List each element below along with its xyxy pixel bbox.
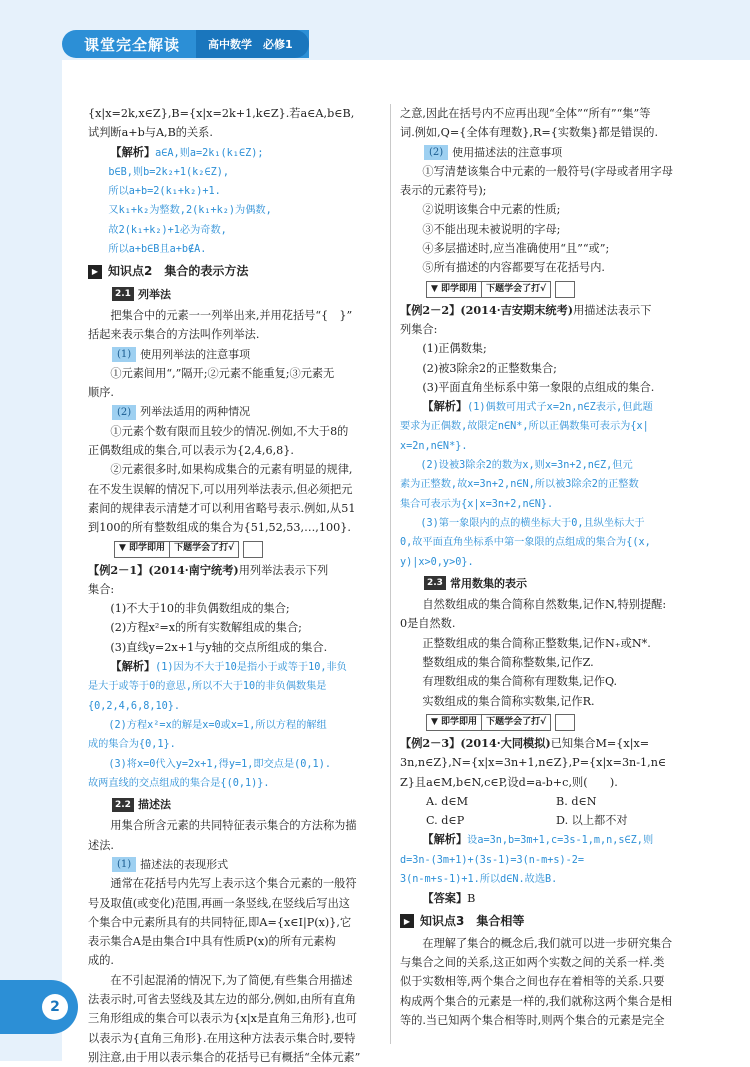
page-number: 2 bbox=[42, 994, 68, 1020]
subsection-heading bbox=[112, 345, 380, 364]
text-line: 括起来表示集合的方法叫作列举法. bbox=[88, 328, 260, 342]
text-line: ③不能出现未被说明的字母; bbox=[422, 222, 561, 236]
solution-line: y)|x>0,y>0}. bbox=[400, 556, 474, 568]
solution-line: (3)第一象限内的点的横坐标大于0,且纵坐标大于 bbox=[420, 517, 645, 529]
text-line: (1)不大于10的非负偶数组成的集合; bbox=[110, 602, 290, 616]
knowledge-point-title: 知识点3 集合相等 bbox=[420, 913, 525, 928]
text-line: 用集合所含元素的共同特征表示集合的方法称为描 bbox=[110, 819, 357, 833]
text-line: 有理数组成的集合简称有理数集,记作Q. bbox=[422, 675, 618, 689]
text-line: 在理解了集合的概念后,我们就可以进一步研究集合 bbox=[422, 936, 673, 950]
text-line: (3)直线y=2x+1与y轴的交点所组成的集合. bbox=[110, 640, 328, 654]
text-line: ②说明该集合中元素的性质; bbox=[422, 203, 561, 217]
subsection-heading bbox=[112, 402, 380, 421]
example-title bbox=[88, 561, 380, 580]
solution-line: 3(n-m+s-1)+1.所以d∈N.故选B. bbox=[400, 873, 558, 885]
text-line: 3n,n∈Z},N={x|x=3n+1,n∈Z},P={x|x=3n-1,n∈ bbox=[400, 756, 667, 770]
text-line: Z}且a∈M,b∈N,c∈P,设d=a-b+c,则( ). bbox=[400, 775, 618, 789]
example-text: 已知集合M={x|x= bbox=[550, 736, 650, 750]
practice-label: ▼ 即学即用 bbox=[426, 714, 482, 731]
text-line: (3)平面直角坐标系中第一象限的点组成的集合. bbox=[422, 380, 655, 394]
example-title bbox=[400, 301, 692, 320]
practice-banner bbox=[426, 714, 692, 731]
column-divider bbox=[390, 104, 391, 1044]
practice-banner bbox=[114, 541, 380, 558]
answer-text: B bbox=[467, 892, 476, 906]
choice-option: D. 以上都不对 bbox=[556, 814, 628, 828]
text-line: (2)被3除余2的正整数集合; bbox=[422, 361, 557, 375]
knowledge-point-heading bbox=[88, 262, 380, 281]
text-line: ①元素个数有限而且较少的情况.例如,不大于8的 bbox=[110, 424, 349, 438]
solution-text: 设a=3n,b=3m+1,c=3s-1,m,n,s∈Z,则 bbox=[467, 835, 654, 847]
subsection-heading bbox=[112, 855, 380, 874]
solution-line: 要求为正偶数,故限定n∈N*,所以正偶数集可表示为{x| bbox=[400, 421, 649, 433]
check-box[interactable] bbox=[555, 281, 575, 298]
solution-line: (2)方程x²=x的解是x=0或x=1,所以方程的解组 bbox=[108, 719, 327, 731]
text-line: 正整数组成的集合简称正整数集,记作N₊或N*. bbox=[422, 636, 651, 650]
play-icon: ▶ bbox=[400, 914, 414, 928]
subsection-number: (2) bbox=[112, 405, 136, 420]
solution-tag: 【解析】 bbox=[110, 659, 156, 674]
solution-line: (2)设被3除余2的数为x,则x=3n+2,n∈Z,但元 bbox=[420, 460, 633, 472]
text-line: (2)方程x²=x的所有实数解组成的集合; bbox=[110, 621, 302, 635]
right-column bbox=[400, 104, 692, 1030]
text-line: (1)正偶数集; bbox=[422, 342, 487, 356]
solution-tag: 【解析】 bbox=[422, 832, 468, 847]
section-number: 2.3 bbox=[424, 576, 446, 590]
text-line: 词.例如,Q={全体有理数},R={实数集}都是错误的. bbox=[400, 126, 659, 140]
solution-line bbox=[400, 397, 692, 417]
solution-line: 又k₁+k₂为整数,2(k₁+k₂)为偶数, bbox=[108, 205, 272, 217]
subsection-title: 描述法的表现形式 bbox=[140, 857, 229, 871]
knowledge-point-heading bbox=[400, 912, 692, 931]
solution-line: d=3n-(3m+1)+(3s-1)=3(n-m+s)-2= bbox=[400, 854, 585, 866]
text-line: 整数组成的集合简称整数集,记作Z. bbox=[422, 656, 594, 670]
solution-line: 素为正整数,故x=3n+2,n∈N,所以被3除余2的正整数 bbox=[400, 479, 639, 491]
section-title: 列举法 bbox=[137, 287, 171, 301]
answer-line bbox=[400, 889, 692, 908]
solution-text: (1)因为不大于10是指小于或等于10,非负 bbox=[155, 662, 347, 674]
subsection-number: (1) bbox=[112, 347, 136, 362]
solution-line: 集合可表示为{x|x=3n+2,n∈N}. bbox=[400, 498, 554, 510]
text-line: 在不发生误解的情况下,可以用列举法表示,但必须把元 bbox=[88, 482, 353, 496]
section-title: 常用数集的表示 bbox=[449, 576, 527, 590]
knowledge-point-title: 知识点2 集合的表示方法 bbox=[108, 264, 249, 279]
practice-check-label: 下题学会了打√ bbox=[170, 541, 239, 558]
solution-line: (3)将x=0代入y=2x+1,得y=1,即交点是(0,1). bbox=[108, 758, 331, 770]
solution-text: a∈A,则a=2k₁(k₁∈Z); bbox=[155, 147, 264, 159]
text-line: 表示的元素符号); bbox=[400, 184, 487, 198]
text-line: ①元素间用“,”隔开;②元素不能重复;③元素无 bbox=[110, 366, 335, 380]
text-line: 法表示时,可省去竖线及其左边的部分,例如,由所有直角 bbox=[88, 993, 356, 1007]
solution-line: x=2n,n∈N*}. bbox=[400, 440, 468, 452]
example-tag: 【例2－2】(2014·吉安期末统考) bbox=[400, 302, 574, 317]
choice-option: A. d∈M bbox=[426, 794, 469, 808]
choice-option: B. d∈N bbox=[556, 794, 597, 808]
subsection-heading bbox=[424, 143, 692, 162]
text-line: ④多层描述时,应当准确使用“且”“或”; bbox=[422, 242, 610, 256]
text-line: 通常在花括号内先写上表示这个集合元素的一般符 bbox=[110, 877, 357, 891]
solution-line: {0,2,4,6,8,10}. bbox=[88, 700, 181, 712]
text-line: 个集合中元素所具有的共同特征,即A={x∈I|P(x)},它 bbox=[88, 915, 352, 929]
solution-line bbox=[88, 143, 380, 163]
choice-row bbox=[426, 811, 692, 830]
solution-line bbox=[88, 657, 380, 677]
practice-label: ▼ 即学即用 bbox=[426, 281, 482, 298]
text-line: 正偶数组成的集合,可以表示为{2,4,6,8}. bbox=[88, 444, 294, 458]
check-box[interactable] bbox=[243, 541, 263, 558]
text-line: 列集合: bbox=[400, 322, 438, 336]
answer-tag: 【答案】 bbox=[422, 891, 468, 906]
text-line: {x|x=2k,x∈Z},B={x|x=2k+1,k∈Z}.若a∈A,b∈B, bbox=[88, 107, 355, 120]
choice-row bbox=[426, 792, 692, 811]
text-line: ①写清楚该集合中元素的一般符号(字母或者用字母 bbox=[422, 164, 673, 178]
text-line: ⑤所有描述的内容都要写在花括号内. bbox=[422, 261, 605, 275]
play-icon: ▶ bbox=[88, 265, 102, 279]
text-line: 等的.当已知两个集合相等时,则两个集合的元素是完全 bbox=[400, 1014, 665, 1028]
example-text: 用列举法表示下列 bbox=[238, 563, 329, 577]
section-heading bbox=[112, 285, 380, 304]
section-number: 2.2 bbox=[112, 798, 134, 812]
text-line: 述法. bbox=[88, 838, 114, 852]
header-title-pill bbox=[62, 30, 309, 58]
text-line: 号及取值(或变化)范围,再画一条竖线,在竖线后写出这 bbox=[88, 896, 350, 910]
practice-label: ▼ 即学即用 bbox=[114, 541, 170, 558]
solution-line: 故两直线的交点组成的集合是{(0,1)}. bbox=[88, 777, 270, 789]
solution-tag: 【解析】 bbox=[422, 399, 468, 414]
text-line: 素间的规律表示清楚才可以利用省略号表示.例如,从51 bbox=[88, 501, 356, 515]
subsection-title: 使用列举法的注意事项 bbox=[140, 347, 251, 361]
practice-banner bbox=[426, 281, 692, 298]
practice-check-label: 下题学会了打√ bbox=[482, 281, 551, 298]
text-line: 成的. bbox=[88, 954, 114, 968]
choice-option: C. d∈P bbox=[426, 814, 465, 828]
section-heading bbox=[424, 574, 692, 593]
check-box[interactable] bbox=[555, 714, 575, 731]
solution-line: b∈B,则b=2k₂+1(k₂∈Z), bbox=[108, 166, 229, 178]
page-number-tab bbox=[0, 980, 78, 1034]
side-band bbox=[0, 60, 62, 1061]
text-line: 以表示为{直角三角形}.在用这种方法表示集合时,要特 bbox=[88, 1031, 356, 1045]
practice-check-label: 下题学会了打√ bbox=[482, 714, 551, 731]
section-heading bbox=[112, 795, 380, 814]
header-subtitle: 高中数学 必修1 bbox=[196, 30, 309, 58]
text-line: 三角形组成的集合可以表示为{x|x是直角三角形},也可 bbox=[88, 1012, 358, 1026]
text-line: 集合: bbox=[88, 582, 115, 596]
text-line: 之意,因此在括号内不应再出现“全体”“所有”“集”等 bbox=[400, 107, 651, 120]
example-tag: 【例2－1】(2014·南宁统考) bbox=[88, 562, 239, 577]
text-line: 实数组成的集合简称实数集,记作R. bbox=[422, 694, 595, 708]
text-line: 与集合之间的关系,这正如两个实数之间的关系一样.类 bbox=[400, 956, 665, 970]
example-text: 用描述法表示下 bbox=[573, 303, 652, 317]
solution-line: 成的集合为{0,1}. bbox=[88, 739, 176, 751]
header-title: 课堂完全解读 bbox=[84, 35, 181, 54]
text-line: 似于实数相等,两个集合之间也存在着相等的关系.只要 bbox=[400, 975, 665, 989]
subsection-number: (2) bbox=[424, 145, 448, 160]
section-title: 描述法 bbox=[137, 798, 171, 812]
text-line: 构成两个集合的元素是一样的,我们就称这两个集合是相 bbox=[400, 994, 673, 1008]
section-number: 2.1 bbox=[112, 287, 134, 301]
text-line: 表示集合A是由集合I中具有性质P(x)的所有元素构 bbox=[88, 935, 336, 949]
solution-line: 所以a+b=2(k₁+k₂)+1. bbox=[108, 186, 221, 198]
solution-tag: 【解析】 bbox=[110, 144, 156, 159]
left-column bbox=[88, 104, 380, 1067]
text-line: 自然数组成的集合简称自然数集,记作N,特别提醒: bbox=[422, 598, 667, 612]
text-line: 顺序. bbox=[88, 386, 114, 400]
text-line: 在不引起混淆的情况下,为了简便,有些集合用描述 bbox=[110, 973, 353, 987]
example-tag: 【例2－3】(2014·大同模拟) bbox=[400, 735, 551, 750]
text-line: 别注意,由于用以表示集合的花括号已有概括“全体元素” bbox=[88, 1050, 361, 1064]
solution-line: 是大于或等于0的意思,所以不大于10的非负偶数集是 bbox=[88, 681, 327, 693]
text-line: 0是自然数. bbox=[400, 617, 456, 631]
text-line: 试判断a+b与A,B的关系. bbox=[88, 126, 213, 140]
text-line: 到100的所有整数组成的集合为{51,52,53,…,100}. bbox=[88, 521, 351, 535]
solution-text: (1)偶数可用式子x=2n,n∈Z表示,但此题 bbox=[467, 402, 653, 414]
solution-line: 所以a+b∈B且a+b∉A. bbox=[108, 244, 207, 256]
example-title bbox=[400, 734, 692, 753]
subsection-number: (1) bbox=[112, 857, 136, 872]
text-line: 把集合中的元素一一列举出来,并用花括号“{ }” bbox=[110, 308, 353, 322]
subsection-title: 列举法适用的两种情况 bbox=[140, 405, 251, 419]
solution-line: 故2(k₁+k₂)+1必为奇数, bbox=[108, 224, 227, 236]
solution-line: 0,故平面直角坐标系中第一象限的点组成的集合为{(x, bbox=[400, 537, 651, 549]
text-line: ②元素很多时,如果构成集合的元素有明显的规律, bbox=[110, 463, 353, 477]
subsection-title: 使用描述法的注意事项 bbox=[452, 145, 563, 159]
solution-line bbox=[400, 830, 692, 850]
